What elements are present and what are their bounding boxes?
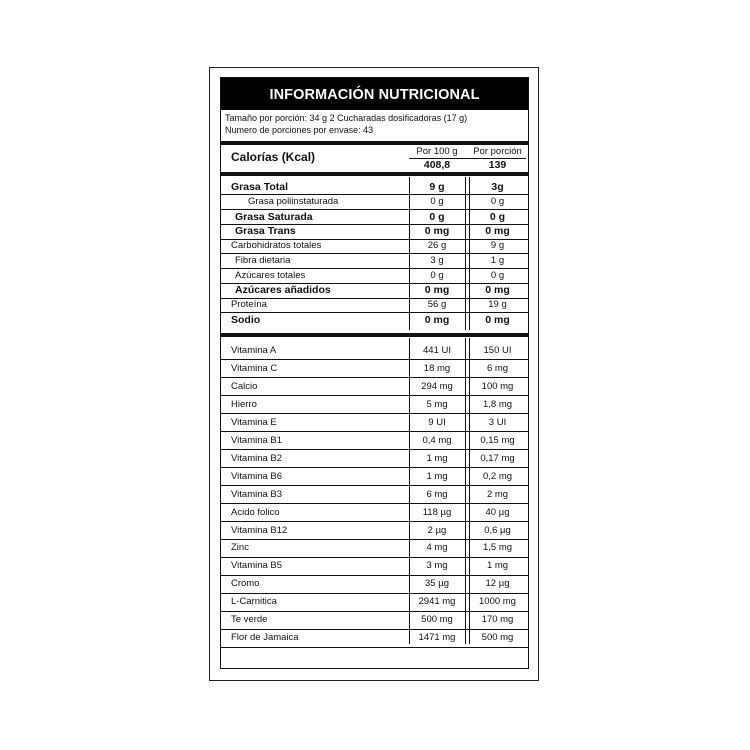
calories-per100: 408,8 [423,159,451,171]
micronutrient-perserving: 0,15 mg [480,434,515,446]
nutrient-label: Azúcares añadidos [235,284,331,297]
micronutrient-perserving: 500 mg [481,632,514,644]
nutrient-per100: 9 g [429,181,445,193]
thick-divider [221,333,528,337]
row-divider [221,485,528,486]
micronutrient-per100: 1 mg [426,470,448,482]
row-divider [221,539,528,540]
row-divider [221,359,528,360]
micronutrient-label: Zinc [231,542,249,554]
micronutrient-perserving: 3 UI [488,416,507,428]
micronutrient-per100: 0,4 mg [422,434,452,446]
nutrient-per100: 3 g [430,254,444,266]
nutrient-label: Grasa Trans [235,225,296,238]
micronutrient-perserving: 12 µg [485,578,510,590]
micronutrient-label: Vitamina B1 [231,434,283,446]
micronutrient-perserving: 170 mg [481,614,514,626]
micronutrient-per100: 18 mg [423,362,451,374]
row-divider [221,503,528,504]
micronutrient-per100: 294 mg [421,380,453,392]
nutrient-label: Sodio [231,313,261,326]
micronutrient-perserving: 0,6 µg [484,524,511,536]
micronutrient-label: L-Carnitica [231,596,277,608]
nutrition-facts-panel [220,77,529,669]
micronutrient-label: Acido folico [231,506,280,518]
nutrient-perserving: 9 g [490,240,505,251]
row-divider [221,611,528,612]
micronutrient-perserving: 1,5 mg [482,542,513,554]
nutrient-label: Azúcares totales [235,269,306,281]
row-divider [221,449,528,450]
nutrient-perserving: 0 mg [485,313,510,326]
micronutrient-perserving: 40 µg [485,506,510,518]
micronutrient-label: Vitamina B6 [231,470,283,482]
nutrient-perserving: 0 g [489,210,506,223]
panel-title: INFORMACIÓN NUTRICIONAL [221,78,528,110]
nutrient-per100: 0 g [430,195,444,207]
row-divider [221,647,528,648]
nutrient-perserving: 19 g [488,299,507,310]
row-divider [221,431,528,432]
serving-info [225,113,467,136]
nutrient-per100: 26 g [427,240,447,251]
row-divider [221,629,528,630]
nutrient-per100: 0 g [429,210,445,223]
micronutrient-per100: 6 mg [426,488,448,500]
row-divider [221,593,528,594]
micronutrient-label: Flor de Jamaica [231,632,299,644]
nutrient-perserving: 0 g [490,269,505,281]
micronutrient-per100: 2 µg [427,524,447,536]
nutrient-per100: 0 mg [424,284,450,297]
nutrient-label: Grasa poliinstaturada [248,195,339,207]
micronutrient-label: Vitamina B2 [231,452,283,464]
nutrient-label: Proteína [231,299,267,310]
nutrient-per100: 0 mg [424,225,450,238]
micronutrient-per100: 5 mg [426,398,448,410]
micronutrient-perserving: 6 mg [486,362,509,374]
micronutrient-label: Vitamina A [231,345,277,356]
nutrient-perserving: 0 mg [485,284,510,297]
micronutrient-per100: 35 µg [425,578,449,590]
col-header-perserving: Por porción [473,146,522,157]
nutrient-perserving: 3g [491,181,504,193]
thick-divider [221,141,528,145]
micronutrient-perserving: 150 UI [483,345,512,356]
row-divider [221,575,528,576]
nutrient-label: Grasa Saturada [235,210,313,223]
nutrient-perserving: 0 mg [485,225,510,238]
micronutrient-label: Vitamina B12 [231,524,288,536]
micronutrient-perserving: 1 mg [486,560,509,572]
nutrient-perserving: 1 g [490,254,505,266]
nutrient-label: Grasa Total [231,181,288,193]
micronutrient-per100: 2941 mg [418,596,456,608]
row-divider [221,521,528,522]
row-divider [221,467,528,468]
servings-per-container: Numero de porciones por envase: 43 [225,124,374,135]
column-separator [465,338,466,644]
micronutrient-per100: 1471 mg [418,632,456,644]
micronutrient-label: Cromo [231,578,260,590]
micronutrient-per100: 118 µg [422,506,452,518]
nutrient-per100: 0 g [430,269,444,281]
micronutrient-label: Vitamina B5 [231,560,283,572]
micronutrient-label: Calcio [231,380,258,392]
row-divider [221,413,528,414]
nutrient-label: Fibra dietaria [235,254,291,266]
micronutrient-per100: 9 UI [428,416,446,428]
serving-size: Tamaño por porción: 34 g 2 Cucharadas dosificadoras (17 g) [225,113,468,123]
micronutrient-per100: 500 mg [421,614,453,626]
micronutrient-per100: 4 mg [426,542,448,554]
micronutrient-perserving: 0,17 mg [480,452,515,464]
micronutrient-per100: 441 UI [423,345,451,356]
nutrient-perserving: 0 g [490,195,505,207]
micronutrient-perserving: 1,8 mg [482,398,513,410]
micronutrient-perserving: 2 mg [486,488,509,500]
micronutrient-perserving: 1000 mg [479,596,516,608]
micronutrient-label: Hierro [231,398,257,410]
micronutrient-per100: 3 mg [426,560,448,572]
col-header-per100: Por 100 g [416,146,458,157]
calories-label: Calorías (Kcal) [231,150,316,164]
nutrient-label: Carbohidratos totales [231,240,322,251]
micronutrient-label: Vitamina C [231,362,278,374]
micronutrient-label: Vitamina B3 [231,488,283,500]
nutrient-per100: 0 mg [424,313,450,326]
micronutrient-perserving: 100 mg [481,380,514,392]
micronutrient-per100: 1 mg [426,452,448,464]
micronutrient-label: Te verde [231,614,268,626]
nutrient-per100: 56 g [427,299,447,310]
micronutrient-label: Vitamina E [231,416,277,428]
row-divider [221,377,528,378]
thick-divider [221,172,528,176]
row-divider [221,395,528,396]
calories-perserving: 139 [488,159,507,171]
row-divider [221,557,528,558]
micronutrient-perserving: 0,2 mg [482,470,513,482]
